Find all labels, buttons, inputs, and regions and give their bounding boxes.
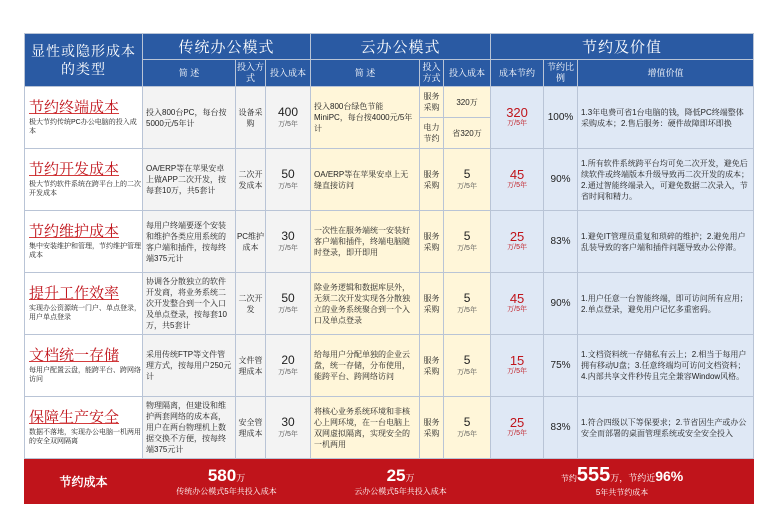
col-cloud-desc: 简 述 (311, 60, 420, 87)
row-subtitle: 实现办公资源统一门户、单点登录，用户单点登录 (29, 305, 141, 321)
trad-desc: OA/ERP等在苹果安卓上做APP二次开发，按每套10万，共5套计 (143, 149, 236, 211)
cloud-total: 25 (386, 465, 406, 485)
table-row (25, 397, 754, 459)
row-subtitle: 每用户配置云盘，能跨平台、跨网络访问 (29, 367, 141, 383)
trad-cost: 20 (281, 353, 295, 367)
cloud-desc: 将核心业务系统环境和非核心上网环境，在一台电脑上双网虚拟隔离，实现安全的一机两用 (311, 397, 420, 459)
value-desc: 1.所有软件系统跨平台均可免二次开发，避免后续软件或终端版本升级导致再二次开发的成本；2.通过智能终端录入，可避免数据二次录入，节省时间和精力。 (578, 149, 754, 211)
trad-method: 文件管理成本 (236, 335, 266, 397)
col-cloud-method: 投入方式 (420, 60, 444, 87)
col-ratio: 节约比例 (544, 60, 578, 87)
cloud-cost-b: 省320万 (452, 128, 482, 138)
cloud-unit: 万/5年 (457, 183, 477, 190)
group-value-header: 节约及价值 (491, 34, 754, 60)
cloud-unit: 万/5年 (457, 307, 477, 314)
saving-ratio: 90% (544, 273, 578, 335)
value-desc: 1.避免IT管理员重复和琐碎的维护；2.避免用户乱装导致的客户端和插件问题导致办公停滞。 (578, 211, 754, 273)
trad-unit: 万/5年 (278, 307, 298, 314)
saving-ratio: 100% (544, 87, 578, 149)
trad-method: 二次开发 (236, 273, 266, 335)
saving-total-cell (491, 459, 754, 504)
saving-value: 15 (509, 352, 525, 368)
saving-unit: 万/5年 (507, 429, 527, 437)
col-trad-method: 投入方式 (236, 60, 266, 87)
trad-cost: 30 (281, 229, 295, 243)
saving-unit: 万/5年 (507, 305, 527, 313)
trad-total-note: 传统办公模式5年共投入成本 (176, 486, 277, 496)
cloud-method-b: 电力节约 (423, 123, 440, 143)
saving-total-pct: 96% (655, 468, 684, 484)
cloud-desc: 一次性在服务端统一安装好客户端和插件，终端电脑随时登录，即开即用 (311, 211, 420, 273)
trad-cost: 400 (278, 105, 299, 119)
saving-value: 45 (509, 166, 525, 182)
trad-total-unit: 万 (236, 472, 246, 483)
saving-total-unit: 万，节约近 (610, 473, 656, 483)
cloud-total-cell (311, 459, 491, 504)
trad-desc: 投入800台PC，每台按5000元/5年计 (143, 87, 236, 149)
value-desc: 1.用户任意一台智能终端，即可访问所有应用；2.单点登录，避免用户记忆多重密码。 (578, 273, 754, 335)
cloud-cost: 5 (463, 291, 471, 305)
cloud-total-unit: 万 (405, 472, 415, 483)
cloud-cost: 5 (463, 167, 471, 181)
trad-total: 580 (207, 465, 237, 485)
cloud-unit: 万/5年 (457, 369, 477, 376)
cloud-unit: 万/5年 (457, 245, 477, 252)
value-desc: 1.文档资料统一存储私有云上；2.相当于每用户拥有移动U盘；3.任意终端均可访问文档资料；4.内部共享文件秒传且完全兼容Window风格。 (578, 335, 754, 397)
corner-header: 显性或隐形成本的类型 (25, 34, 143, 87)
saving-total-note: 5年共节约成本 (595, 488, 649, 497)
saving-ratio: 83% (544, 397, 578, 459)
row-title: 保障生产安全 (29, 409, 120, 426)
saving-unit: 万/5年 (507, 243, 527, 251)
cost-comparison-table (24, 33, 753, 501)
value-desc: 1.符合四级以下等保要求；2.节省因生产或办公安全而部署的桌面管理系统或安全安全投入 (578, 397, 754, 459)
trad-unit: 万/5年 (278, 369, 298, 376)
table-row (25, 335, 754, 397)
cloud-unit: 万/5年 (457, 431, 477, 438)
trad-unit: 万/5年 (278, 431, 298, 438)
cloud-cost: 5 (463, 229, 471, 243)
trad-total-cell (143, 459, 311, 504)
saving-total: 555 (576, 464, 611, 486)
trad-desc: 采用传统FTP等文件管理方式，按每用户250元计 (143, 335, 236, 397)
col-cloud-cost: 投入成本 (444, 60, 491, 87)
trad-cost: 50 (281, 167, 295, 181)
table-row (25, 87, 754, 149)
cloud-method: 服务采购 (420, 149, 444, 211)
summary-label: 节约成本 (25, 459, 143, 504)
col-trad-cost: 投入成本 (266, 60, 311, 87)
cloud-method: 服务采购 (420, 273, 444, 335)
saving-value: 320 (506, 104, 528, 120)
trad-desc: 物理隔离，但建设和维护两套网络的成本高，用户在两台物理机上数据交换不方便，按每终端375元计 (143, 397, 236, 459)
table-row (25, 273, 754, 335)
trad-unit: 万/5年 (278, 121, 298, 128)
col-value: 增值价值 (578, 60, 754, 87)
row-subtitle: 集中安装维护和管理，节约维护管理成本 (29, 243, 141, 259)
cloud-method-a: 服务采购 (420, 87, 443, 118)
table-row (25, 211, 754, 273)
saving-value: 45 (509, 290, 525, 306)
saving-ratio: 83% (544, 211, 578, 273)
col-trad-desc: 简 述 (143, 60, 236, 87)
table-row (25, 149, 754, 211)
trad-unit: 万/5年 (278, 245, 298, 252)
row-title: 文档统一存储 (29, 347, 120, 364)
cloud-method: 服务采购 (420, 211, 444, 273)
saving-ratio: 90% (544, 149, 578, 211)
cloud-total-note: 云办公模式5年共投入成本 (354, 486, 447, 496)
cloud-cost-a: 320万 (444, 87, 490, 118)
trad-method: 设备采购 (236, 87, 266, 149)
row-title: 提升工作效率 (29, 285, 120, 302)
cloud-cost: 5 (463, 415, 471, 429)
row-subtitle: 极大节约软件系统在跨平台上的二次开发成本 (29, 181, 141, 197)
cloud-desc: 除业务逻辑和数据库层外，无须二次开发实现各分散独立的业务系统聚合到一个入口及单点登录 (311, 273, 420, 335)
saving-ratio: 75% (544, 335, 578, 397)
saving-unit: 万/5年 (507, 119, 527, 127)
trad-desc: 每用户终端要逐个安装和维护各类应用系统的客户端和插件，按每终端375元计 (143, 211, 236, 273)
cloud-cost: 5 (463, 353, 471, 367)
row-title: 节约维护成本 (29, 223, 120, 240)
summary-row (25, 459, 754, 504)
trad-method: PC维护成本 (236, 211, 266, 273)
group-traditional-header: 传统办公模式 (143, 34, 311, 60)
saving-value: 25 (509, 414, 525, 430)
trad-cost: 30 (281, 415, 295, 429)
cloud-method: 服务采购 (420, 397, 444, 459)
saving-unit: 万/5年 (507, 181, 527, 189)
group-cloud-header: 云办公模式 (311, 34, 491, 60)
row-subtitle: 数据不落地，实现办公电脑一机两用的安全双网隔离 (29, 429, 141, 445)
saving-value: 25 (509, 228, 525, 244)
saving-prefix: 节约 (560, 474, 577, 483)
row-subtitle: 极大节约传统PC办公电脑的投入成本 (29, 119, 137, 135)
trad-desc: 协调各分散独立的软件开发商，将业务系统二次开发整合到一个入口及单点登录，按每套10万，共5套计 (143, 273, 236, 335)
cloud-desc: 给每用户分配单独的企业云盘，统一存储，分布使用，能跨平台、跨网络访问 (311, 335, 420, 397)
cloud-desc: OA/ERP等在苹果安卓上无缝直接访问 (311, 149, 420, 211)
trad-cost: 50 (281, 291, 295, 305)
trad-method: 二次开发成本 (236, 149, 266, 211)
saving-unit: 万/5年 (507, 367, 527, 375)
trad-method: 安全管理成本 (236, 397, 266, 459)
cloud-method: 服务采购 (420, 335, 444, 397)
row-title: 节约终端成本 (29, 99, 120, 116)
value-desc: 1.3年电费可省1台电脑的钱，降低PC终端整体采购成本；2.售后服务：硬件故障即坏即换 (578, 87, 754, 149)
cloud-desc: 投入800台绿色节能MiniPC，每台按4000元/5年计 (311, 87, 420, 149)
trad-unit: 万/5年 (278, 183, 298, 190)
col-saving: 成本节约 (491, 60, 544, 87)
row-title: 节约开发成本 (29, 161, 120, 178)
